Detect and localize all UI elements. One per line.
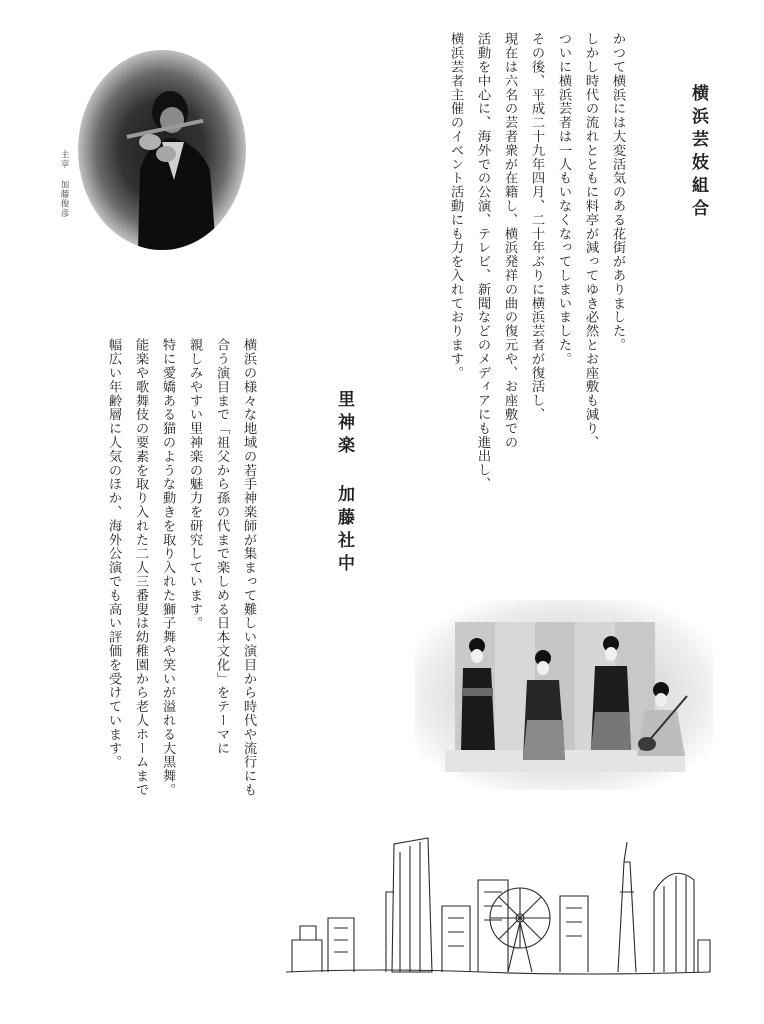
geisha-section-body — [442, 32, 631, 491]
flute-player-figure — [78, 50, 246, 250]
kagura-line: 幅広い年齢層に人気のほか、海外公演でも高い評価を受けています。 — [106, 338, 121, 769]
geisha-dance-figures — [415, 600, 713, 790]
geisha-line: しかし時代の流れとともに料亭が減ってゆき必然とお座敷も減り、 — [583, 32, 598, 449]
geisha-line: 横浜芸者主催のイベント活動にも力を入れております。 — [448, 32, 463, 380]
kagura-line: 能楽や歌舞伎の要素を取り入れた二人三番叟は幼稚園から老人ホームまで — [133, 338, 148, 797]
geisha-line: 活動を中心に、海外での公演、テレビ、新聞などのメディアにも進出し、 — [475, 32, 490, 491]
kagura-section-body — [100, 338, 262, 797]
kagura-section-title: 里神楽 加藤社中 — [334, 390, 354, 577]
geisha-line: 現在は六名の芸者衆が在籍し、横浜発祥の曲の復元や、お座敷での — [502, 32, 517, 449]
kagura-line: 横浜の様々な地域の若手神楽師が集まって難しい演目から時代や流行にも — [241, 338, 256, 797]
flute-player-photo — [78, 50, 246, 250]
marine-tower — [618, 842, 636, 972]
skyline-ground — [286, 970, 710, 974]
sail-building — [654, 873, 694, 972]
kagura-line: 合う演目まで「祖父から孫の代まで楽しめる日本文化」をテーマに — [214, 338, 229, 755]
landmark-tower — [392, 838, 432, 972]
yokohama-skyline-sketch — [282, 822, 714, 1004]
geisha-line: ついに横浜芸者は一人もいなくなってしまいました。 — [556, 32, 571, 366]
geisha-section-title: 横浜芸妓組合 — [688, 84, 708, 222]
portrait-caption: 主宰 加藤俊彦 — [59, 150, 69, 218]
kagura-line: 特に愛嬌ある猫のような動きを取り入れた獅子舞や笑いが溢れる大黒舞。 — [160, 338, 175, 797]
kagura-line: 親しみやすい里神楽の魅力を研究しています。 — [187, 338, 202, 630]
geisha-dance-photo — [415, 600, 713, 790]
geisha-line: かつて横浜には大変活気のある花街がありました。 — [610, 32, 625, 352]
geisha-line: その後、平成二十九年四月、二十年ぶりに横浜芸者が復活し、 — [529, 32, 544, 422]
